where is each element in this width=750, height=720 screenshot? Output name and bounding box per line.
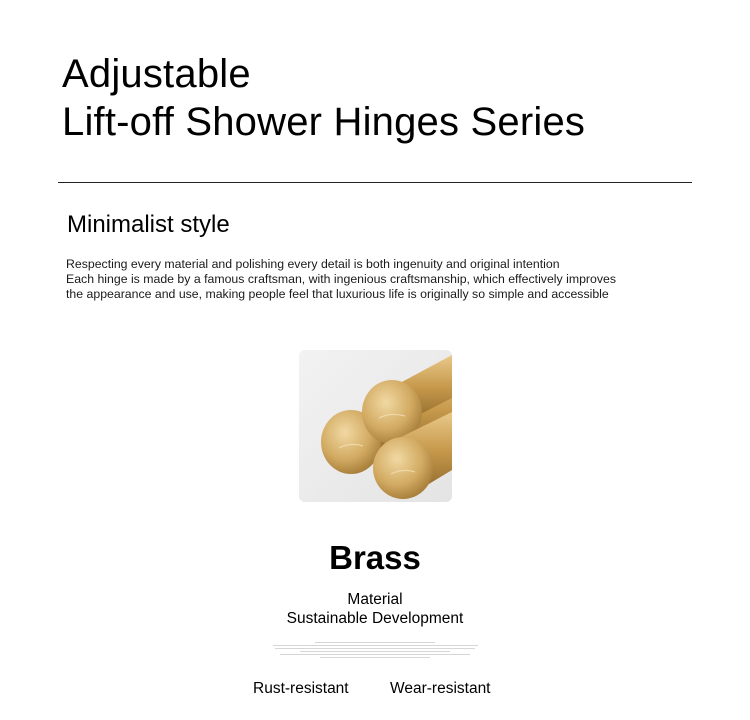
brass-rods-image (299, 350, 452, 502)
faint-text-block (270, 642, 480, 664)
description-line-2: Each hinge is made by a famous craftsman, with ingenious craftsmanship, which effectively improves (66, 272, 616, 287)
title-line-2: Lift-off Shower Hinges Series (62, 100, 586, 144)
feature-rust-resistant: Rust-resistant (253, 680, 349, 697)
material-caption-line-2: Sustainable Development (286, 610, 464, 627)
page-title (62, 50, 585, 146)
section-description (66, 257, 706, 303)
brass-rods-illustration (299, 350, 452, 502)
description-line-1: Respecting every material and polishing every detail is both ingenuity and original intention (66, 257, 560, 271)
title-line-1: Adjustable (62, 52, 251, 96)
material-caption (0, 590, 750, 628)
feature-wear-resistant: Wear-resistant (390, 680, 491, 697)
description-line-3: the appearance and use, making people feel that luxurious life is originally so simple and accessible (66, 287, 609, 302)
material-caption-line-1: Material (347, 591, 403, 608)
section-heading: Minimalist style (67, 211, 230, 238)
material-name: Brass (329, 539, 421, 576)
divider (58, 182, 692, 183)
